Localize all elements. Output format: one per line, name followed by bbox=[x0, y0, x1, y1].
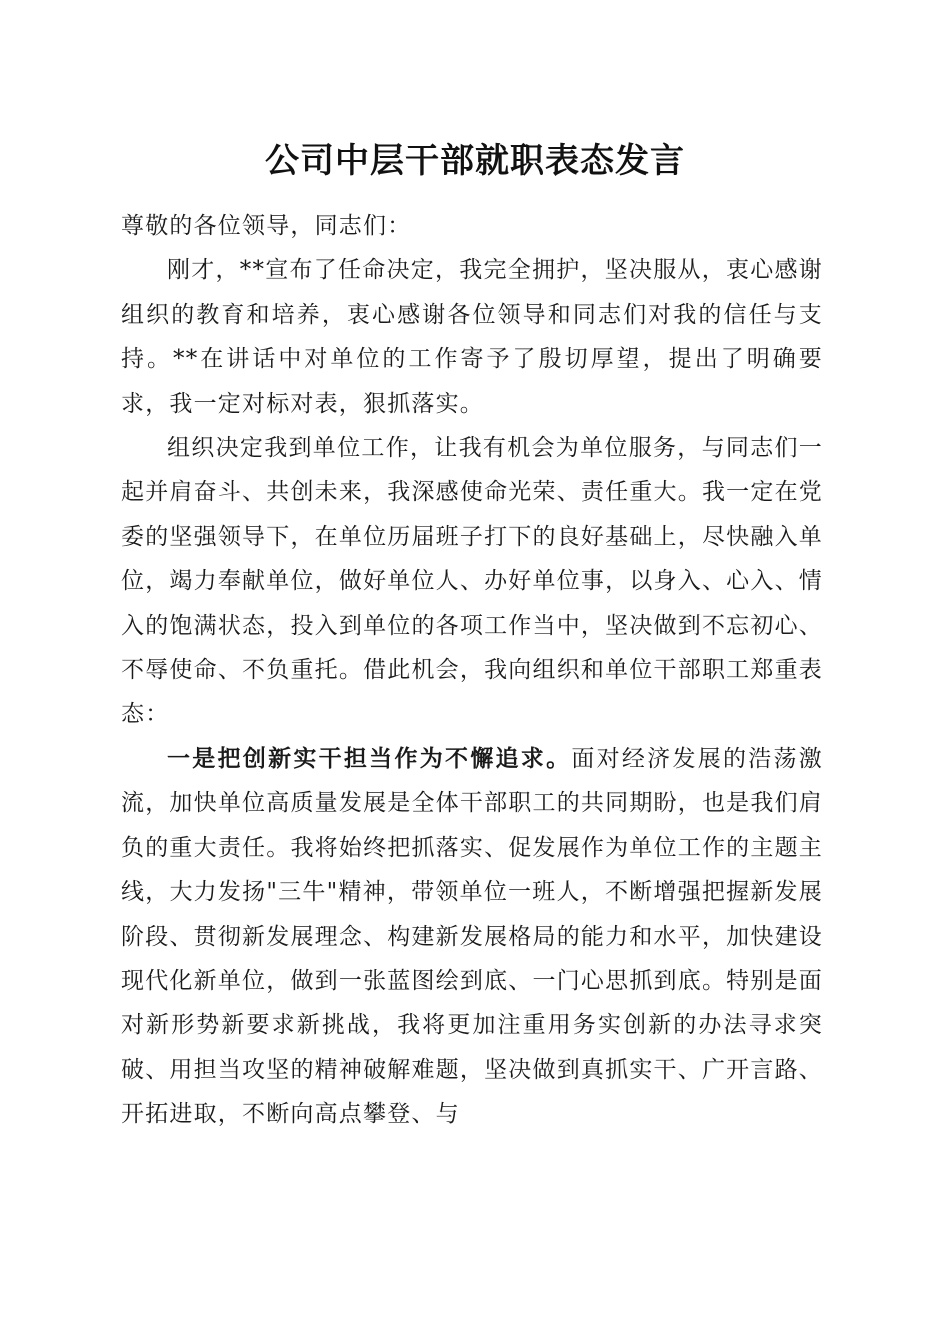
salutation: 尊敬的各位领导，同志们： bbox=[121, 213, 412, 239]
document-title: 公司中层干部就职表态发言 bbox=[265, 141, 685, 181]
paragraph-3 bbox=[121, 737, 823, 1137]
paragraph-text: 组织决定我到单位工作，让我有机会为单位服务，与同志们一起并肩奋斗、共创未来，我深感使命光荣、责任重大。我一定在党委的坚强领导下，在单位历届班子打下的良好基础上，尽快融入单位，竭力奉献单位，做好单位人、办好单位事，以身入、心入、情入的饱满状态，投入到单位的各项工作当中，坚决做到不忘初心、不辱使命、不负重托。借此机会，我向组织和单位干部职工郑重表态： bbox=[121, 435, 823, 728]
paragraph-1 bbox=[121, 248, 823, 426]
paragraph-text: 刚才，**宣布了任命决定，我完全拥护，坚决服从，衷心感谢组织的教育和培养，衷心感谢各位领导和同志们对我的信任与支持。**在讲话中对单位的工作寄予了殷切厚望，提出了明确要求，我一定对标对表，狠抓落实。 bbox=[121, 257, 823, 417]
document-body bbox=[121, 204, 823, 1137]
paragraph-lead-sentence: 一是把创新实干担当作为不懈追求。 bbox=[167, 744, 572, 772]
paragraph-2 bbox=[121, 426, 823, 737]
paragraph-text: 面对经济发展的浩荡激流，加快单位高质量发展是全体干部职工的共同期盼，也是我们肩负的重大责任。我将始终把抓落实、促发展作为单位工作的主题主线，大力发扬"三牛"精神，带领单位一班人，不断增强把握新发展阶段、贯彻新发展理念、构建新发展格局的能力和水平，加快建设现代化新单位，做到一张蓝图绘到底、一门心思抓到底。特别是面对新形势新要求新挑战，我将更加注重用务实创新的办法寻求突破、用担当攻坚的精神破解难题，坚决做到真抓实干、广开言路、开拓进取，不断向高点攀登、与 bbox=[121, 745, 824, 1128]
